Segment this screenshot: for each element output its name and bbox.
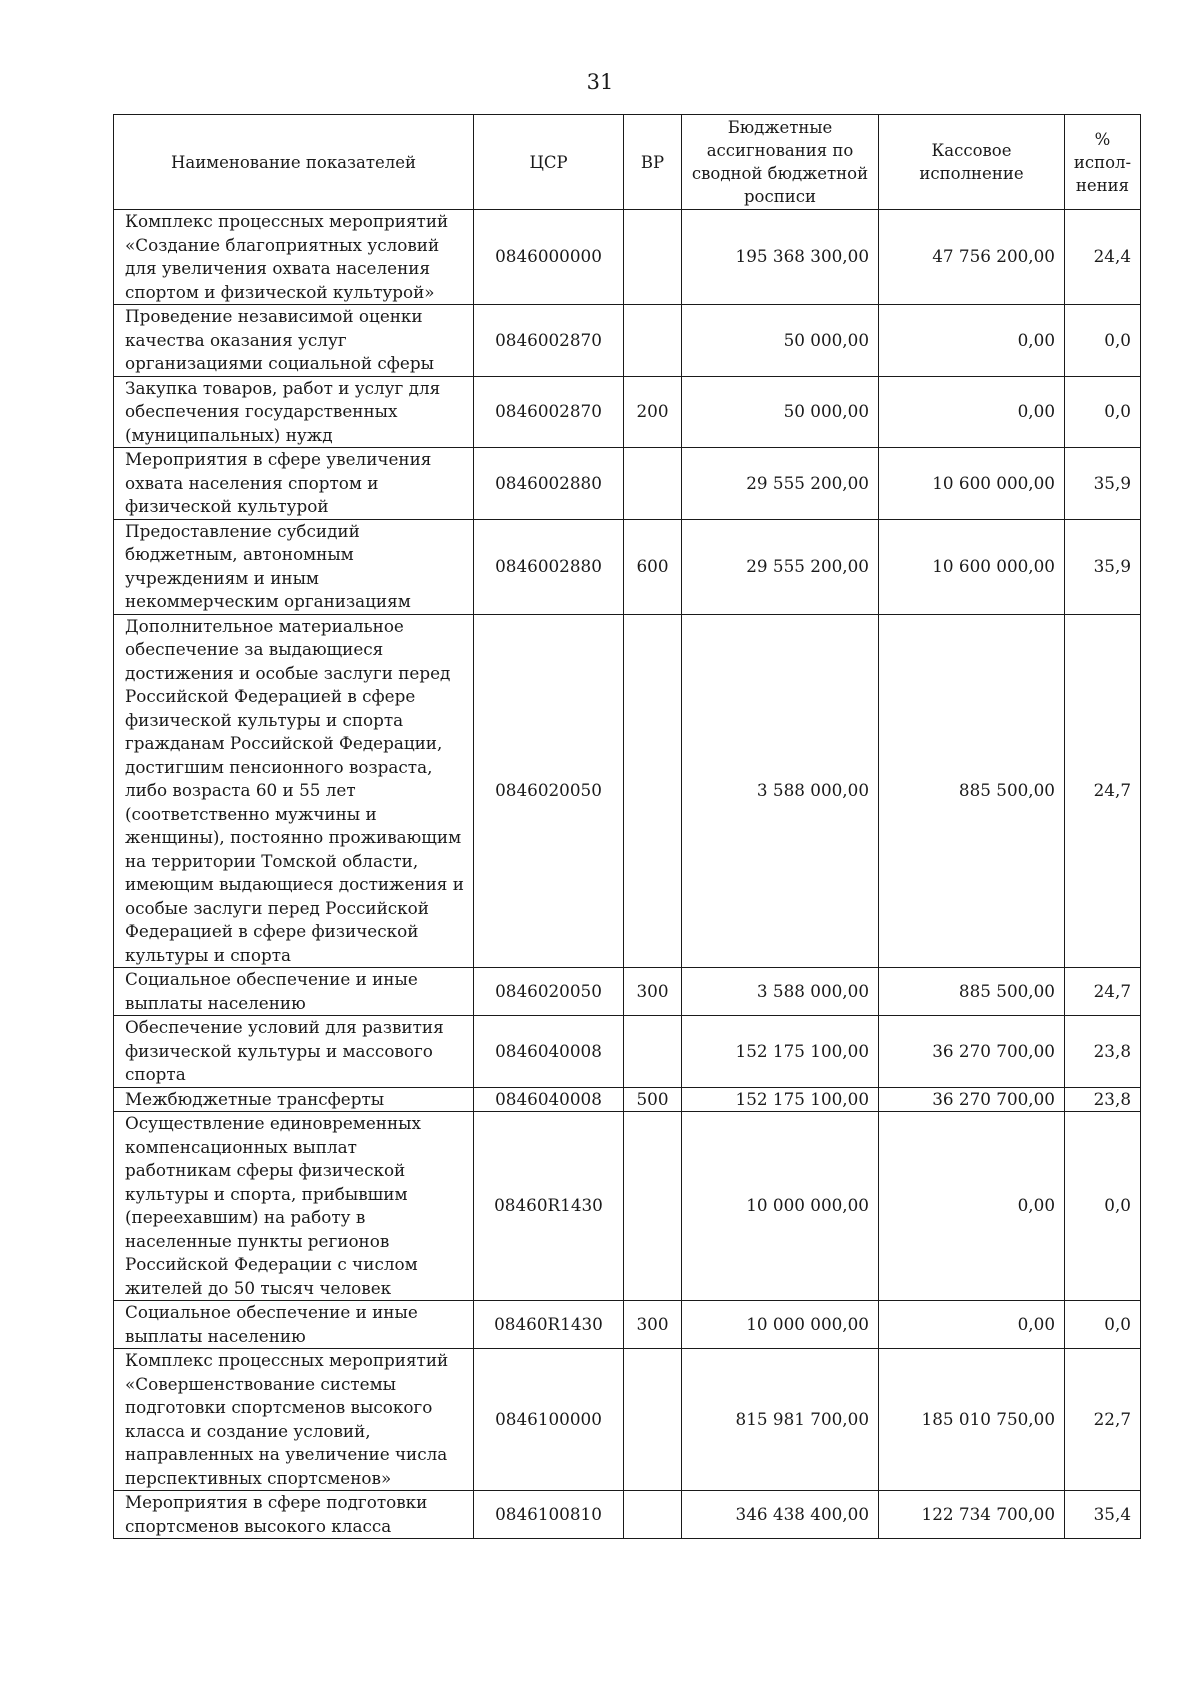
row-csr: 0846000000 (474, 210, 624, 305)
row-budget: 50 000,00 (682, 305, 879, 377)
row-budget: 346 438 400,00 (682, 1491, 879, 1539)
table-row (114, 1016, 1141, 1088)
row-budget: 10 000 000,00 (682, 1301, 879, 1349)
row-pct: 22,7 (1065, 1349, 1141, 1491)
row-vr (624, 448, 682, 520)
table-row (114, 519, 1141, 614)
row-budget: 3 588 000,00 (682, 968, 879, 1016)
row-vr (624, 210, 682, 305)
header-row (114, 115, 1141, 210)
row-csr: 0846100000 (474, 1349, 624, 1491)
row-vr: 600 (624, 519, 682, 614)
row-cash: 10 600 000,00 (879, 448, 1065, 520)
row-name: Мероприятия в сфере подготовки спортсменов высокого класса (114, 1491, 474, 1539)
row-budget: 152 175 100,00 (682, 1016, 879, 1088)
row-name: Межбюджетные трансферты (114, 1087, 474, 1112)
table-row (114, 1087, 1141, 1112)
row-budget: 29 555 200,00 (682, 519, 879, 614)
row-cash: 885 500,00 (879, 968, 1065, 1016)
row-csr: 0846020050 (474, 614, 624, 968)
row-budget: 50 000,00 (682, 376, 879, 448)
header-name: Наименование показателей (114, 115, 474, 210)
row-name: Закупка товаров, работ и услуг для обеспечения государственных (муниципальных) нужд (114, 376, 474, 448)
row-vr (624, 614, 682, 968)
header-pct: % испол-нения (1065, 115, 1141, 210)
row-csr: 0846002880 (474, 448, 624, 520)
page-number: 31 (586, 70, 614, 94)
row-pct: 0,0 (1065, 305, 1141, 377)
row-name: Комплекс процессных мероприятий «Создание благоприятных условий для увеличения охвата населения спортом и физической культурой» (114, 210, 474, 305)
table-row (114, 448, 1141, 520)
table-row (114, 1349, 1141, 1491)
table-row (114, 1301, 1141, 1349)
row-csr: 0846040008 (474, 1016, 624, 1088)
budget-execution-table (113, 114, 1141, 1539)
row-name: Социальное обеспечение и иные выплаты населению (114, 968, 474, 1016)
row-pct: 35,4 (1065, 1491, 1141, 1539)
row-csr: 0846040008 (474, 1087, 624, 1112)
row-name: Предоставление субсидий бюджетным, автономным учреждениям и иным некоммерческим организациям (114, 519, 474, 614)
row-cash: 0,00 (879, 1301, 1065, 1349)
row-vr: 300 (624, 968, 682, 1016)
row-pct: 0,0 (1065, 376, 1141, 448)
row-name: Проведение независимой оценки качества оказания услуг организациями социальной сферы (114, 305, 474, 377)
header-cash: Кассовое исполнение (879, 115, 1065, 210)
row-budget: 152 175 100,00 (682, 1087, 879, 1112)
row-csr: 0846002870 (474, 376, 624, 448)
table-row (114, 305, 1141, 377)
table-row (114, 1112, 1141, 1301)
row-pct: 23,8 (1065, 1016, 1141, 1088)
row-budget: 10 000 000,00 (682, 1112, 879, 1301)
row-cash: 36 270 700,00 (879, 1016, 1065, 1088)
row-pct: 0,0 (1065, 1301, 1141, 1349)
row-budget: 815 981 700,00 (682, 1349, 879, 1491)
row-budget: 195 368 300,00 (682, 210, 879, 305)
row-cash: 47 756 200,00 (879, 210, 1065, 305)
row-cash: 0,00 (879, 1112, 1065, 1301)
row-vr (624, 1112, 682, 1301)
row-pct: 35,9 (1065, 519, 1141, 614)
row-vr: 200 (624, 376, 682, 448)
row-pct: 35,9 (1065, 448, 1141, 520)
table-row (114, 614, 1141, 968)
row-csr: 0846100810 (474, 1491, 624, 1539)
row-name: Дополнительное материальное обеспечение за выдающиеся достижения и особые заслуги перед Российской Федерацией в сфере физической культуры и спорта гражданам Российской Федерации, достигшим пенсионного возраста, либо возраста 60 и 55 лет (соответственно мужчины и женщины), постоянно проживающим на территории Томской области, имеющим выдающиеся достижения и особые заслуги перед Российской Федерацией в сфере физической культуры и спорта (114, 614, 474, 968)
table-row (114, 968, 1141, 1016)
row-pct: 23,8 (1065, 1087, 1141, 1112)
row-csr: 08460R1430 (474, 1112, 624, 1301)
row-vr (624, 1491, 682, 1539)
row-name: Социальное обеспечение и иные выплаты населению (114, 1301, 474, 1349)
row-cash: 185 010 750,00 (879, 1349, 1065, 1491)
row-pct: 0,0 (1065, 1112, 1141, 1301)
row-vr: 500 (624, 1087, 682, 1112)
row-vr (624, 1016, 682, 1088)
row-pct: 24,4 (1065, 210, 1141, 305)
row-vr: 300 (624, 1301, 682, 1349)
row-vr (624, 1349, 682, 1491)
table-row (114, 376, 1141, 448)
row-pct: 24,7 (1065, 968, 1141, 1016)
row-budget: 3 588 000,00 (682, 614, 879, 968)
row-csr: 08460R1430 (474, 1301, 624, 1349)
row-cash: 122 734 700,00 (879, 1491, 1065, 1539)
row-name: Комплекс процессных мероприятий «Совершенствование системы подготовки спортсменов высокого класса и создание условий, направленных на увеличение числа перспективных спортсменов» (114, 1349, 474, 1491)
row-name: Осуществление единовременных компенсационных выплат работникам сферы физической культуры и спорта, прибывшим (переехавшим) на работу в населенные пункты регионов Российской Федерации с числом жителей до 50 тысяч человек (114, 1112, 474, 1301)
row-name: Обеспечение условий для развития физической культуры и массового спорта (114, 1016, 474, 1088)
row-vr (624, 305, 682, 377)
row-cash: 885 500,00 (879, 614, 1065, 968)
row-csr: 0846002880 (474, 519, 624, 614)
row-csr: 0846020050 (474, 968, 624, 1016)
row-cash: 0,00 (879, 305, 1065, 377)
row-budget: 29 555 200,00 (682, 448, 879, 520)
table-row (114, 210, 1141, 305)
header-budget: Бюджетные ассигнования по сводной бюджетной росписи (682, 115, 879, 210)
row-name: Мероприятия в сфере увеличения охвата населения спортом и физической культурой (114, 448, 474, 520)
row-cash: 10 600 000,00 (879, 519, 1065, 614)
row-csr: 0846002870 (474, 305, 624, 377)
header-csr: ЦСР (474, 115, 624, 210)
row-cash: 36 270 700,00 (879, 1087, 1065, 1112)
table-row (114, 1491, 1141, 1539)
header-vr: ВР (624, 115, 682, 210)
row-pct: 24,7 (1065, 614, 1141, 968)
row-cash: 0,00 (879, 376, 1065, 448)
